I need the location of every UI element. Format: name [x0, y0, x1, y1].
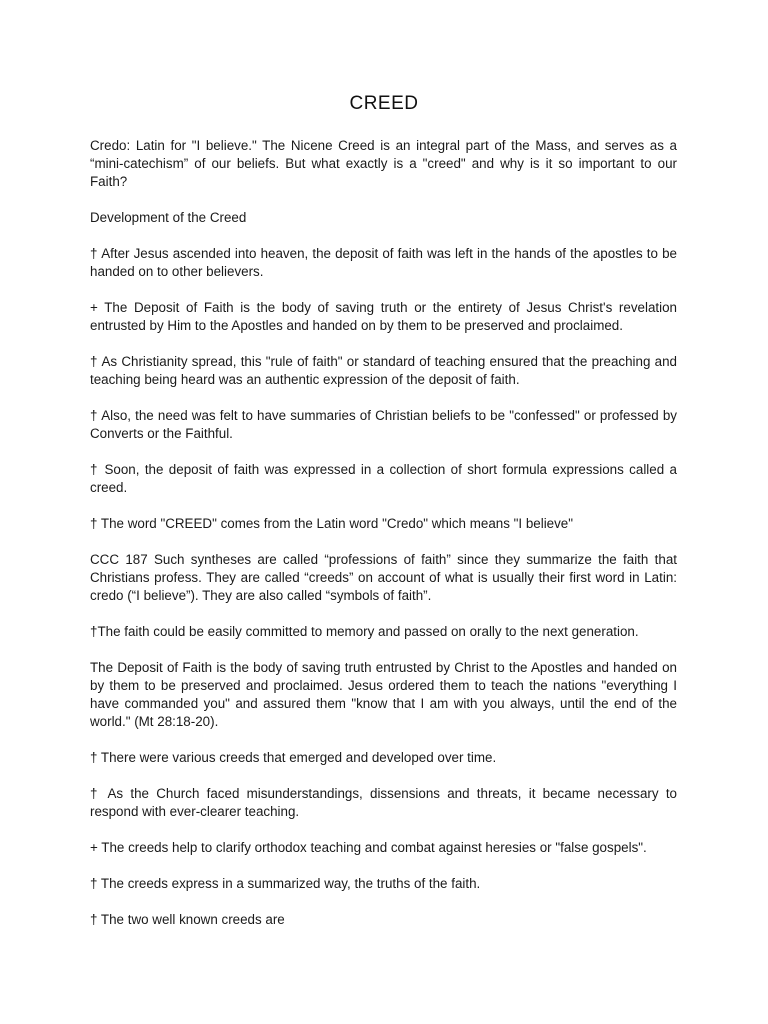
- paragraph: † Also, the need was felt to have summaries of Christian beliefs to be "confessed" or professed by Converts or the Faithful.: [90, 408, 677, 441]
- paragraph: The Deposit of Faith is the body of saving truth entrusted by Christ to the Apostles and handed on by them to be preserved and proclaimed. Jesus ordered them to teach the nations "everything I have commanded you" and assured them "know that I am with you always, until the end of the world." (Mt 28:18-20).: [90, 660, 677, 729]
- paragraph-ccc-quote: CCC 187 Such syntheses are called “professions of faith” since they summarize the faith that Christians profess. They are called “creeds” on account of what is usually their first word in Latin: credo (“I believe”). They are also called “symbols of faith”.: [90, 552, 677, 603]
- paragraph: †The faith could be easily committed to memory and passed on orally to the next generation.: [90, 624, 639, 639]
- document-body: [90, 137, 677, 947]
- paragraph: † There were various creeds that emerged and developed over time.: [90, 750, 497, 765]
- section-heading: Development of the Creed: [90, 210, 247, 225]
- paragraph: † The creeds express in a summarized way, the truths of the faith.: [90, 876, 481, 891]
- paragraph: † Soon, the deposit of faith was expressed in a collection of short formula expressions called a creed.: [90, 462, 677, 495]
- paragraph: † After Jesus ascended into heaven, the deposit of faith was left in the hands of the apostles to be handed on to other believers.: [90, 246, 677, 279]
- paragraph: † The word "CREED" comes from the Latin word "Credo" which means "I believe": [90, 516, 574, 531]
- paragraph: † The two well known creeds are: [90, 912, 285, 927]
- document-title: CREED: [349, 93, 419, 114]
- paragraph: + The creeds help to clarify orthodox teaching and combat against heresies or "false gospels".: [90, 840, 647, 855]
- paragraph: + The Deposit of Faith is the body of saving truth or the entirety of Jesus Christ's revelation entrusted by Him to the Apostles and handed on by them to be preserved and proclaimed.: [90, 300, 677, 333]
- paragraph: † As the Church faced misunderstandings, dissensions and threats, it became necessary to respond with ever-clearer teaching.: [90, 786, 677, 819]
- paragraph-intro: Credo: Latin for "I believe." The Nicene Creed is an integral part of the Mass, and serves as a “mini-catechism” of our beliefs. But what exactly is a "creed" and why is it so important to our Faith?: [90, 138, 677, 189]
- paragraph: † As Christianity spread, this "rule of faith" or standard of teaching ensured that the preaching and teaching being heard was an authentic expression of the deposit of faith.: [90, 354, 677, 387]
